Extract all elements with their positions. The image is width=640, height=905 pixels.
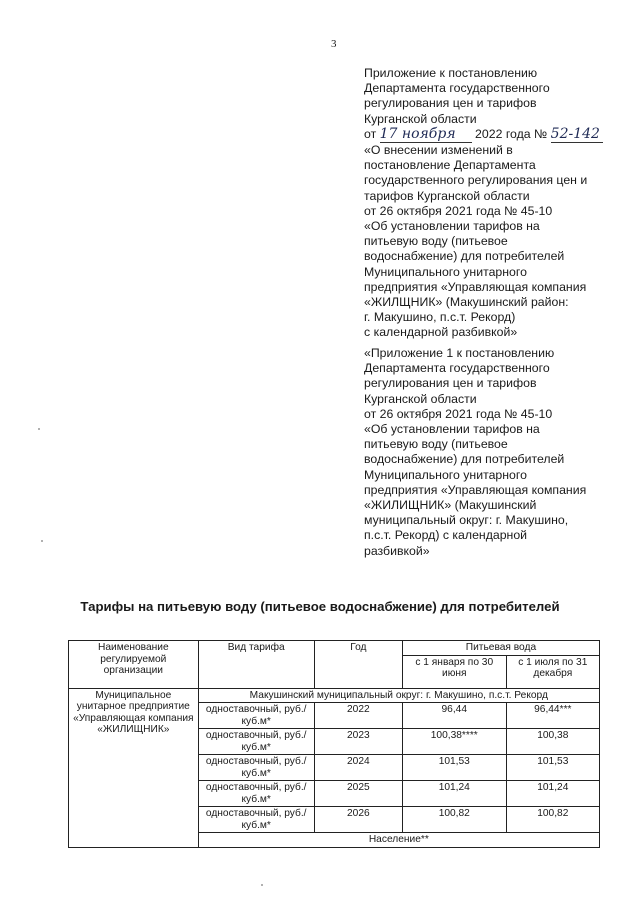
period1-cell: 96,44 <box>402 703 506 729</box>
tariff-type-cell: одноставочный, руб./куб.м* <box>198 729 314 755</box>
header-line: предприятия «Управляющая компания <box>364 482 587 497</box>
period2-cell: 96,44*** <box>506 703 599 729</box>
header-period2: с 1 июля по 31 декабря <box>506 655 599 688</box>
header-line: с календарной разбивкой» <box>364 325 518 340</box>
tariff-type-cell: одноставочный, руб./куб.м* <box>198 703 314 729</box>
header-line: «ЖИЛИЩНИК» (Макушинский <box>364 498 537 513</box>
header-line: г. Макушино, п.с.т. Рекорд) <box>364 310 516 325</box>
header-line: регулирования цен и тарифов <box>364 376 537 391</box>
population-label: Население** <box>198 833 599 848</box>
year-cell: 2025 <box>314 781 402 807</box>
header-line: питьевую воду (питьевое <box>364 234 508 249</box>
table-section-row <box>69 688 600 703</box>
year-cell: 2022 <box>314 703 402 729</box>
tariff-type-cell: одноставочный, руб./куб.м* <box>198 807 314 833</box>
scan-speck <box>261 884 263 886</box>
period2-cell: 101,53 <box>506 755 599 781</box>
appendix-header <box>364 66 614 341</box>
date-line <box>364 127 614 143</box>
header-line: регулирования цен и тарифов <box>364 96 537 111</box>
period1-cell: 100,38**** <box>402 729 506 755</box>
tariff-type-cell: одноставочный, руб./куб.м* <box>198 781 314 807</box>
header-line: «Об установлении тарифов на <box>364 422 540 437</box>
handwritten-number: 52-142 <box>551 127 603 143</box>
year-cell: 2023 <box>314 729 402 755</box>
header-line: от 26 октября 2021 года № 45-10 <box>364 406 553 421</box>
header-line: Курганской области <box>364 111 477 126</box>
section-label: Макушинский муниципальный округ: г. Макушино, п.с.т. Рекорд <box>198 688 599 703</box>
header-year: Год <box>314 641 402 689</box>
header-line: муниципальный округ: г. Макушино, <box>364 513 569 528</box>
header-line: от 26 октября 2021 года № 45-10 <box>364 203 553 218</box>
header-line: «ЖИЛЩНИК» (Макушинский район: <box>364 295 569 310</box>
table-header-row <box>69 641 600 656</box>
header-period1: с 1 января по 30 июня <box>402 655 506 688</box>
header-line: Департамента государственного <box>364 361 550 376</box>
table-title: Тарифы на питьевую воду (питьевое водоснабжение) для потребителей <box>80 599 560 614</box>
header-line: Муниципального унитарного <box>364 467 527 482</box>
tariff-type-cell: одноставочный, руб./куб.м* <box>198 755 314 781</box>
header-line: государственного регулирования цен и <box>364 173 588 188</box>
period2-cell: 100,82 <box>506 807 599 833</box>
header-line: Департамента государственного <box>364 81 550 96</box>
header-line: «Об установлении тарифов на <box>364 219 540 234</box>
header-line: тарифов Курганской области <box>364 188 530 203</box>
header-tariff-type: Вид тарифа <box>198 641 314 689</box>
header-line: Курганской области <box>364 391 477 406</box>
header-line: Приложение к постановлению <box>364 66 538 80</box>
handwritten-date: 17 ноября <box>380 127 472 143</box>
header-line: Муниципального унитарного <box>364 264 527 279</box>
date-year: 2022 года № <box>475 126 548 141</box>
header-line: питьевую воду (питьевое <box>364 437 508 452</box>
header-water: Питьевая вода <box>402 641 599 656</box>
header-line: п.с.т. Рекорд) с календарной <box>364 528 528 543</box>
appendix1-header <box>364 346 614 559</box>
period2-cell: 100,38 <box>506 729 599 755</box>
year-cell: 2024 <box>314 755 402 781</box>
date-prefix: от <box>364 126 377 141</box>
header-line: разбивкой» <box>364 543 430 558</box>
year-cell: 2026 <box>314 807 402 833</box>
header-line: «Приложение 1 к постановлению <box>364 346 555 360</box>
scan-speck <box>41 540 43 542</box>
period1-cell: 100,82 <box>402 807 506 833</box>
scan-speck <box>38 428 40 430</box>
header-line: «О внесении изменений в <box>364 143 513 158</box>
header-line: предприятия «Управляющая компания <box>364 279 587 294</box>
header-line: постановление Департамента <box>364 158 536 173</box>
header-org: Наименование регулируемой организации <box>69 641 199 689</box>
tariff-table <box>68 640 600 848</box>
period2-cell: 101,24 <box>506 781 599 807</box>
page-number: 3 <box>331 38 337 50</box>
org-name-cell: Муниципальное унитарное предприятие «Управляющая компания «ЖИЛИЩНИК» <box>69 688 199 847</box>
period1-cell: 101,53 <box>402 755 506 781</box>
header-line: водоснабжение) для потребителей <box>364 249 565 264</box>
period1-cell: 101,24 <box>402 781 506 807</box>
header-line: водоснабжение) для потребителей <box>364 452 565 467</box>
